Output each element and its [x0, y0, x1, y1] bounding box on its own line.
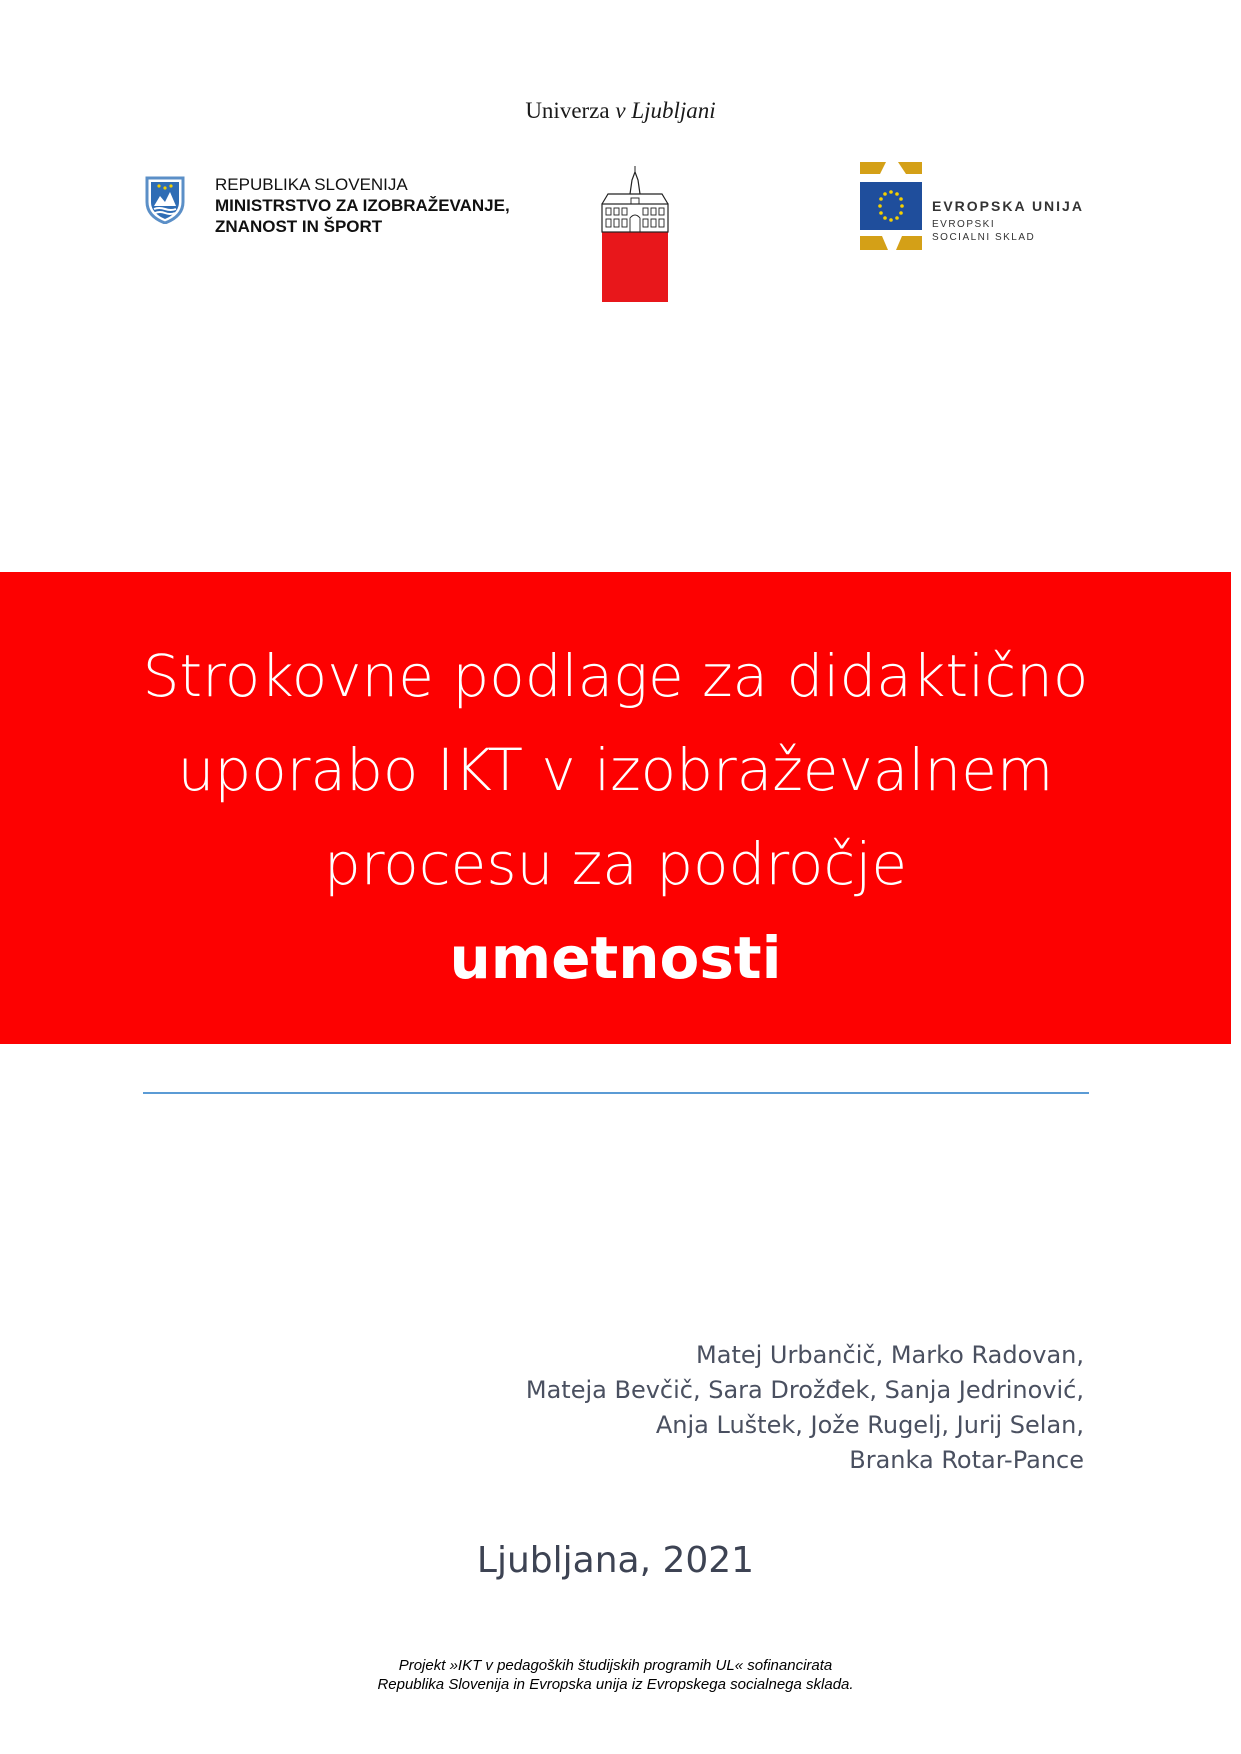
eu-line3: SOCIALNI SKLAD [932, 232, 1036, 243]
author-line: Branka Rotar-Pance [849, 1446, 1084, 1474]
funding-note [0, 1656, 1231, 1694]
title-line3: procesu za področje [323, 830, 908, 898]
title-line4: umetnosti [449, 924, 782, 992]
author-line: Anja Luštek, Jože Rugelj, Jurij Selan, [655, 1411, 1084, 1439]
ministry-line3: ZNANOST IN ŠPORT [215, 217, 383, 236]
divider-line [143, 1092, 1089, 1094]
slovenia-coat-of-arms-icon [145, 176, 185, 224]
eu-fund-logo [858, 160, 1098, 255]
title-line2: uporabo IKT v izobraževalnem [177, 736, 1054, 804]
title-band [0, 572, 1231, 1044]
eu-line2: EVROPSKI [932, 219, 996, 230]
university-building-logo-icon [600, 166, 670, 302]
university-prefix: Univerza [525, 98, 616, 123]
ministry-line1: REPUBLIKA SLOVENIJA [215, 175, 408, 194]
place-year: Ljubljana, 2021 [476, 1540, 755, 1581]
ministry-line2: MINISTRSTVO ZA IZOBRAŽEVANJE, [215, 196, 510, 215]
eu-line1: EVROPSKA UNIJA [932, 198, 1084, 214]
funding-line1: Projekt »IKT v pedagoških študijskih programih UL« sofinancirata [398, 1657, 833, 1674]
author-list [526, 1338, 1084, 1478]
title-line1: Strokovne podlage za didaktično [142, 642, 1089, 710]
university-name [0, 98, 1241, 124]
author-line: Mateja Bevčič, Sara Drožđek, Sanja Jedrinović, [525, 1376, 1084, 1404]
document-title [0, 629, 1231, 1005]
eu-label [932, 198, 1084, 243]
university-italic: v Ljubljani [615, 98, 716, 123]
ministry-text [215, 174, 510, 237]
eu-flag-icon [858, 160, 924, 252]
ministry-logo [145, 168, 535, 248]
funding-line2: Republika Slovenija in Evropska unija iz Evropskega socialnega sklada. [377, 1676, 854, 1693]
author-line: Matej Urbančič, Marko Radovan, [696, 1341, 1084, 1369]
